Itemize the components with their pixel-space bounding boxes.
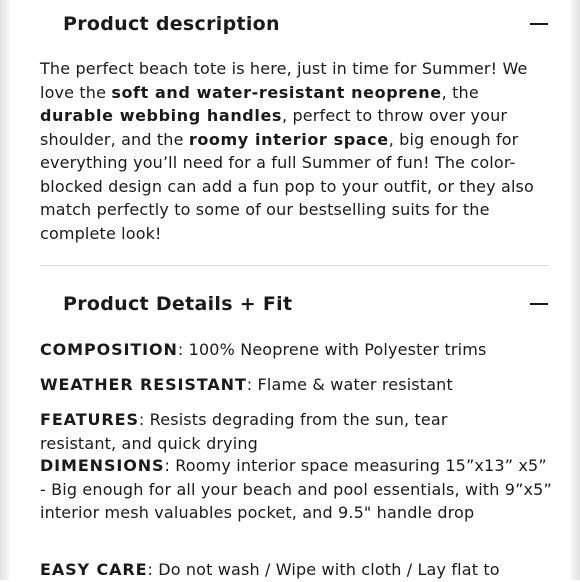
collapse-minus-icon[interactable] <box>530 303 548 305</box>
description-text: , big enough for everything you’ll need for a full Summer of fun! The color-blocked design can add a fun pop to your outfit, or they also match perfectly to some of our bestselling suits for the complete look! <box>40 129 534 243</box>
detail-composition <box>40 338 560 362</box>
detail-dimensions <box>40 454 555 525</box>
detail-features <box>40 408 485 455</box>
product-description-text <box>40 57 550 245</box>
detail-label: DIMENSIONS <box>40 456 165 475</box>
section-divider <box>40 265 548 266</box>
description-text: , perfect to throw over your shoulder, and the <box>40 106 508 149</box>
detail-value: : Flame & water resistant <box>246 375 453 394</box>
description-highlight-neoprene: soft and water-resistant neoprene <box>111 82 442 102</box>
right-frame-edge <box>571 0 580 580</box>
product-description-title: Product description <box>63 13 280 35</box>
left-frame-edge <box>0 0 9 580</box>
detail-value: : Do not wash / Wipe with cloth / Lay flat to <box>147 560 500 579</box>
description-text: , the <box>441 82 479 102</box>
description-highlight-handles: durable webbing handles <box>40 106 283 125</box>
detail-easy-care <box>40 558 560 582</box>
product-details-title: Product Details + Fit <box>63 293 293 315</box>
detail-weather-resistant <box>40 373 560 397</box>
detail-label: FEATURES <box>40 410 139 429</box>
detail-value: : Roomy interior space measuring 15”x13” x5” - Big enough for all your beach and pool essentials, with 9”x5” interior mesh valuables pocket, and 9.5" handle drop <box>40 456 552 522</box>
detail-label: COMPOSITION <box>40 340 178 359</box>
detail-value: : 100% Neoprene with Polyester trims <box>177 340 487 359</box>
detail-label: WEATHER RESISTANT <box>40 375 247 394</box>
detail-label: EASY CARE <box>40 560 148 579</box>
product-description-header[interactable] <box>63 6 548 42</box>
detail-value: : Resists degrading from the sun, tear resistant, and quick drying <box>40 410 448 453</box>
description-highlight-interior: roomy interior space <box>188 129 389 149</box>
product-details-header[interactable] <box>63 286 548 322</box>
collapse-minus-icon[interactable] <box>530 23 548 25</box>
description-text: The perfect beach tote is here, just in time for Summer! We love the <box>40 59 528 102</box>
